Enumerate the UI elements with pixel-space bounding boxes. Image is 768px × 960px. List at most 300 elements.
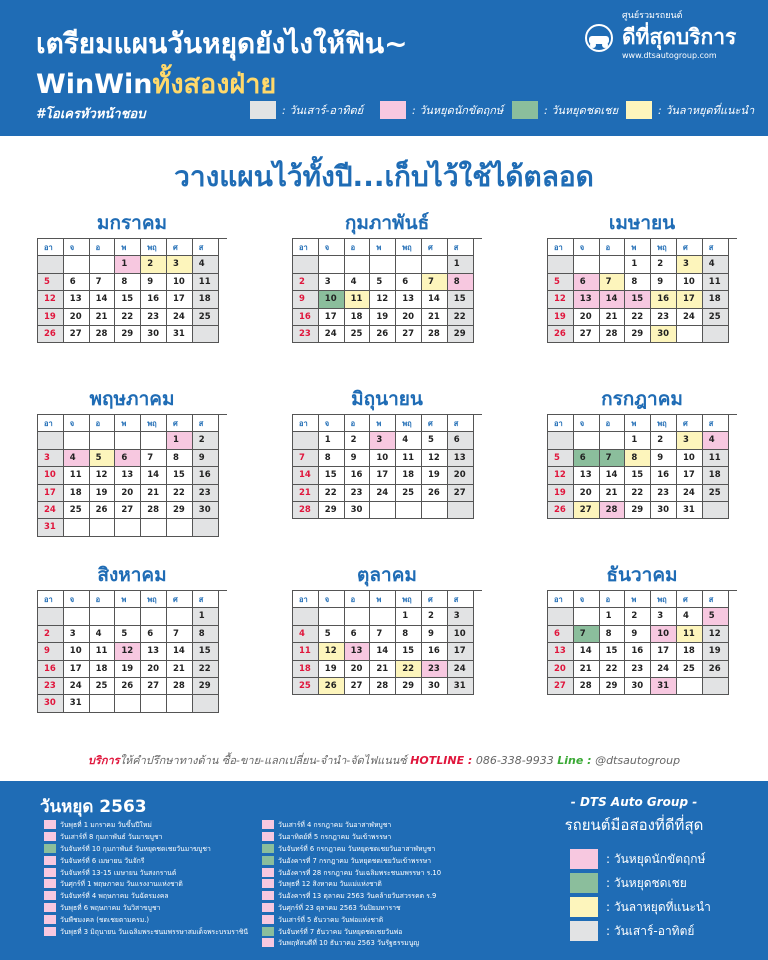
day-cell: 18 (64, 485, 90, 502)
day-cell: 9 (141, 274, 167, 291)
month-grid (547, 414, 737, 519)
day-cell: 27 (574, 502, 600, 519)
weekday-header: อา (38, 239, 64, 256)
weekday-header: ส (703, 239, 729, 256)
month-grid (37, 414, 227, 537)
day-cell: 23 (38, 678, 64, 695)
day-cell: 27 (396, 326, 422, 343)
day-cell: 8 (319, 450, 345, 467)
day-cell: 21 (90, 309, 116, 326)
day-cell: 20 (345, 661, 371, 678)
holiday-text: วันพุธที่ 3 มิถุนายน วันเฉลิมพระชนมพรรษาสมเด็จพระบรมราชินี (60, 927, 249, 936)
empty-cell (396, 502, 422, 519)
day-cell: 12 (319, 643, 345, 660)
day-cell: 29 (600, 678, 626, 695)
holiday-text: วันพฤหัสบดีที่ 10 ธันวาคม 2563 วันรัฐธรรมนูญ (278, 939, 420, 948)
empty-cell (90, 432, 116, 449)
day-cell: 17 (167, 291, 193, 308)
day-cell: 1 (193, 608, 219, 625)
day-cell: 19 (90, 485, 116, 502)
legend-label: : วันเสาร์-อาทิตย์ (282, 104, 364, 117)
holiday-swatch (44, 927, 56, 936)
day-cell: 23 (651, 309, 677, 326)
month-name: ตุลาคม (357, 564, 417, 586)
day-cell: 31 (167, 326, 193, 343)
day-cell: 23 (293, 326, 319, 343)
day-cell: 22 (396, 661, 422, 678)
day-cell: 16 (141, 291, 167, 308)
day-cell: 10 (167, 274, 193, 291)
day-cell: 3 (38, 450, 64, 467)
hotline-label: HOTLINE : (410, 754, 473, 767)
empty-cell (677, 678, 703, 695)
day-cell: 10 (448, 626, 474, 643)
day-cell: 4 (293, 626, 319, 643)
day-cell: 19 (548, 485, 574, 502)
day-cell: 3 (167, 256, 193, 273)
holiday-swatch (262, 903, 274, 912)
day-cell: 6 (115, 450, 141, 467)
empty-cell (115, 608, 141, 625)
holiday-list-item (262, 854, 478, 866)
holiday-list-item (44, 831, 260, 843)
day-cell: 22 (193, 661, 219, 678)
day-cell: 1 (448, 256, 474, 273)
day-cell: 24 (448, 661, 474, 678)
day-cell: 1 (600, 608, 626, 625)
month-calendar (547, 560, 737, 695)
month-grid (292, 414, 482, 519)
day-cell: 18 (293, 661, 319, 678)
legend-swatch (570, 873, 598, 893)
day-cell: 5 (703, 608, 729, 625)
day-cell: 31 (677, 502, 703, 519)
day-cell: 9 (345, 450, 371, 467)
day-cell: 5 (422, 432, 448, 449)
empty-cell (574, 608, 600, 625)
empty-cell (64, 256, 90, 273)
day-cell: 27 (141, 678, 167, 695)
holiday-swatch (262, 927, 274, 936)
day-cell: 29 (396, 678, 422, 695)
holiday-swatch (44, 844, 56, 853)
empty-cell (38, 608, 64, 625)
empty-cell (38, 256, 64, 273)
car-icon (582, 22, 616, 62)
day-cell: 13 (345, 643, 371, 660)
day-cell: 5 (370, 274, 396, 291)
day-cell: 20 (64, 309, 90, 326)
footer-legend-item (570, 871, 711, 895)
day-cell: 17 (319, 309, 345, 326)
day-cell: 19 (422, 467, 448, 484)
day-cell: 3 (370, 432, 396, 449)
day-cell: 15 (625, 467, 651, 484)
day-cell: 22 (625, 485, 651, 502)
line-id: @dtsautogroup (591, 754, 681, 767)
day-cell: 22 (600, 661, 626, 678)
weekday-header: ศ (422, 415, 448, 432)
day-cell: 3 (651, 608, 677, 625)
holiday-text: วันเสาร์ที่ 4 กรกฎาคม วันอาสาฬหบูชา (278, 821, 392, 830)
holiday-list-item (262, 925, 478, 937)
day-cell: 13 (64, 291, 90, 308)
day-cell: 21 (370, 661, 396, 678)
empty-cell (703, 678, 729, 695)
month-calendar (37, 560, 227, 713)
holiday-text: วันอังคารที่ 28 กรกฎาคม วันเฉลิมพระชนมพรรษา ร.10 (278, 868, 442, 877)
day-cell: 27 (115, 502, 141, 519)
holiday-swatch (44, 915, 56, 924)
day-cell: 25 (345, 326, 371, 343)
day-cell: 15 (600, 643, 626, 660)
day-cell: 17 (677, 467, 703, 484)
legend-swatch (380, 101, 406, 119)
day-cell: 9 (38, 643, 64, 660)
day-cell: 30 (651, 326, 677, 343)
day-cell: 8 (448, 274, 474, 291)
empty-cell (345, 608, 371, 625)
day-cell: 12 (422, 450, 448, 467)
day-cell: 5 (115, 626, 141, 643)
holiday-swatch (262, 844, 274, 853)
day-cell: 8 (396, 626, 422, 643)
weekday-header: อ (600, 415, 626, 432)
weekday-header: ศ (677, 415, 703, 432)
day-cell: 28 (141, 502, 167, 519)
empty-cell (548, 432, 574, 449)
day-cell: 11 (293, 643, 319, 660)
holiday-list-item (262, 843, 478, 855)
empty-cell (293, 432, 319, 449)
day-cell: 5 (90, 450, 116, 467)
holiday-swatch (262, 820, 274, 829)
day-cell: 12 (90, 467, 116, 484)
empty-cell (703, 326, 729, 343)
legend-swatch (570, 921, 598, 941)
empty-cell (370, 502, 396, 519)
empty-cell (115, 695, 141, 712)
legend-label: : วันลาหยุดที่แนะนำ (658, 104, 755, 117)
weekday-header: ส (448, 591, 474, 608)
day-cell: 16 (625, 643, 651, 660)
day-cell: 11 (703, 274, 729, 291)
day-cell: 12 (703, 626, 729, 643)
day-cell: 4 (345, 274, 371, 291)
weekday-header: พฤ (396, 591, 422, 608)
weekday-header: ส (193, 591, 219, 608)
day-cell: 2 (141, 256, 167, 273)
day-cell: 10 (677, 274, 703, 291)
holiday-text: วันจันทร์ที่ 6 เมษายน วันจักรี (60, 856, 145, 865)
holiday-swatch (262, 938, 274, 947)
weekday-header: พ (115, 591, 141, 608)
day-cell: 30 (193, 502, 219, 519)
weekday-header: ศ (167, 239, 193, 256)
day-cell: 20 (574, 309, 600, 326)
day-cell: 18 (396, 467, 422, 484)
day-cell: 12 (548, 291, 574, 308)
empty-cell (115, 519, 141, 536)
main-title: เตรียมแผนวันหยุดยังไงให้ฟิน~ (36, 27, 408, 60)
day-cell: 6 (396, 274, 422, 291)
empty-cell (167, 695, 193, 712)
empty-cell (115, 432, 141, 449)
day-cell: 24 (677, 485, 703, 502)
empty-cell (319, 256, 345, 273)
day-cell: 31 (38, 519, 64, 536)
day-cell: 14 (600, 467, 626, 484)
day-cell: 26 (548, 502, 574, 519)
day-cell: 4 (193, 256, 219, 273)
day-cell: 21 (600, 485, 626, 502)
subtitle (36, 62, 276, 105)
weekday-header: ส (703, 591, 729, 608)
day-cell: 22 (167, 485, 193, 502)
day-cell: 4 (677, 608, 703, 625)
day-cell: 12 (370, 291, 396, 308)
empty-cell (319, 608, 345, 625)
holiday-text: วันศุกร์ที่ 23 ตุลาคม 2563 วันปิยมหาราช (278, 903, 401, 912)
holiday-list-item (44, 854, 260, 866)
day-cell: 25 (703, 485, 729, 502)
day-cell: 23 (141, 309, 167, 326)
day-cell: 29 (448, 326, 474, 343)
month-grid (547, 238, 737, 343)
day-cell: 20 (548, 661, 574, 678)
day-cell: 19 (319, 661, 345, 678)
weekday-header: อ (345, 591, 371, 608)
day-cell: 11 (193, 274, 219, 291)
day-cell: 5 (38, 274, 64, 291)
day-cell: 29 (319, 502, 345, 519)
day-cell: 1 (319, 432, 345, 449)
holiday-text: วันพืชมงคล (ชดเชยตามครม.) (60, 915, 150, 924)
day-cell: 15 (625, 291, 651, 308)
holiday-list-item (262, 890, 478, 902)
day-cell: 14 (574, 643, 600, 660)
day-cell: 15 (115, 291, 141, 308)
day-cell: 12 (115, 643, 141, 660)
weekday-header: พ (625, 239, 651, 256)
day-cell: 22 (625, 309, 651, 326)
empty-cell (448, 502, 474, 519)
day-cell: 26 (548, 326, 574, 343)
day-cell: 17 (38, 485, 64, 502)
day-cell: 15 (319, 467, 345, 484)
day-cell: 29 (115, 326, 141, 343)
day-cell: 16 (193, 467, 219, 484)
weekday-header: ส (193, 239, 219, 256)
empty-cell (422, 256, 448, 273)
day-cell: 19 (370, 309, 396, 326)
day-cell: 27 (574, 326, 600, 343)
day-cell: 12 (548, 467, 574, 484)
holiday-list-item (262, 866, 478, 878)
month-name: กรกฎาคม (601, 388, 683, 410)
legend-swatch (512, 101, 538, 119)
day-cell: 18 (703, 291, 729, 308)
month-name: สิงหาคม (97, 564, 167, 586)
day-cell: 31 (651, 678, 677, 695)
weekday-header: อ (345, 415, 371, 432)
month-grid (37, 590, 227, 713)
day-cell: 6 (64, 274, 90, 291)
day-cell: 25 (677, 661, 703, 678)
day-cell: 26 (422, 485, 448, 502)
day-cell: 20 (396, 309, 422, 326)
holiday-text: วันพุธที่ 1 มกราคม วันขึ้นปีใหม่ (60, 821, 152, 830)
company-logo (582, 8, 752, 68)
holiday-list-item (44, 843, 260, 855)
month-name: มกราคม (96, 212, 168, 234)
day-cell: 7 (574, 626, 600, 643)
day-cell: 24 (677, 309, 703, 326)
day-cell: 10 (370, 450, 396, 467)
footer-legend-item (570, 919, 711, 943)
weekday-header: พฤ (396, 415, 422, 432)
weekday-header: อา (293, 239, 319, 256)
day-cell: 27 (448, 485, 474, 502)
day-cell: 28 (422, 326, 448, 343)
day-cell: 30 (345, 502, 371, 519)
day-cell: 23 (422, 661, 448, 678)
weekday-header: จ (574, 591, 600, 608)
holiday-text: วันอังคารที่ 13 ตุลาคม 2563 วันคล้ายวันสวรรคต ร.9 (278, 892, 437, 901)
day-cell: 13 (141, 643, 167, 660)
empty-cell (141, 432, 167, 449)
day-cell: 31 (448, 678, 474, 695)
day-cell: 10 (651, 626, 677, 643)
weekday-header: อา (548, 591, 574, 608)
footer-legend-item (570, 847, 711, 871)
holiday-swatch (44, 868, 56, 877)
day-cell: 25 (396, 485, 422, 502)
day-cell: 16 (38, 661, 64, 678)
month-calendar (37, 384, 227, 537)
brand-block (524, 795, 744, 837)
day-cell: 2 (651, 256, 677, 273)
weekday-header: พ (370, 239, 396, 256)
day-cell: 15 (396, 643, 422, 660)
day-cell: 2 (38, 626, 64, 643)
day-cell: 10 (38, 467, 64, 484)
day-cell: 24 (651, 661, 677, 678)
holiday-list-item (44, 913, 260, 925)
month-calendar (547, 208, 737, 343)
day-cell: 2 (625, 608, 651, 625)
holiday-text: วันจันทร์ที่ 7 ธันวาคม วันหยุดชดเชยวันพ่อ (278, 927, 403, 936)
holiday-swatch (44, 891, 56, 900)
day-cell: 14 (90, 291, 116, 308)
day-cell: 11 (90, 643, 116, 660)
holiday-text: วันศุกร์ที่ 1 พฤษภาคม วันแรงงานแห่งชาติ (60, 880, 183, 889)
day-cell: 21 (574, 661, 600, 678)
weekday-header: พ (370, 591, 396, 608)
weekday-header: พฤ (141, 239, 167, 256)
day-cell: 9 (651, 274, 677, 291)
holiday-swatch (262, 891, 274, 900)
day-cell: 29 (625, 502, 651, 519)
day-cell: 7 (141, 450, 167, 467)
day-cell: 31 (64, 695, 90, 712)
day-cell: 13 (574, 467, 600, 484)
day-cell: 7 (422, 274, 448, 291)
month-calendar (37, 208, 227, 343)
holiday-text: วันจันทร์ที่ 6 กรกฎาคม วันหยุดชดเชยวันอาสาฬหบูชา (278, 844, 436, 853)
day-cell: 28 (600, 326, 626, 343)
day-cell: 3 (677, 432, 703, 449)
empty-cell (64, 432, 90, 449)
day-cell: 27 (64, 326, 90, 343)
holiday-swatch (44, 856, 56, 865)
day-cell: 4 (703, 256, 729, 273)
footer-legend (570, 847, 711, 943)
day-cell: 12 (38, 291, 64, 308)
weekday-header: ส (193, 415, 219, 432)
weekday-header: จ (319, 415, 345, 432)
legend-public-holiday (380, 100, 503, 120)
holiday-list-item (44, 819, 260, 831)
weekday-header: อ (90, 415, 116, 432)
day-cell: 7 (600, 450, 626, 467)
day-cell: 25 (193, 309, 219, 326)
weekday-header: อ (600, 239, 626, 256)
month-grid (37, 238, 227, 343)
empty-cell (548, 256, 574, 273)
day-cell: 7 (600, 274, 626, 291)
holiday-swatch (262, 915, 274, 924)
day-cell: 20 (141, 661, 167, 678)
weekday-header: อ (90, 239, 116, 256)
day-cell: 14 (167, 643, 193, 660)
month-name: ธันวาคม (606, 564, 678, 586)
day-cell: 20 (574, 485, 600, 502)
day-cell: 30 (625, 678, 651, 695)
day-cell: 29 (167, 502, 193, 519)
day-cell: 14 (422, 291, 448, 308)
day-cell: 9 (293, 291, 319, 308)
holiday-text: วันจันทร์ที่ 4 พฤษภาคม วันฉัตรมงคล (60, 892, 169, 901)
day-cell: 18 (677, 643, 703, 660)
day-cell: 6 (548, 626, 574, 643)
legend-substitution (512, 100, 618, 120)
day-cell: 26 (90, 502, 116, 519)
subtitle-both-sides: ทั้งสองฝ่าย (152, 69, 277, 100)
day-cell: 16 (651, 467, 677, 484)
legend-swatch (570, 897, 598, 917)
weekday-header: ศ (422, 591, 448, 608)
empty-cell (293, 608, 319, 625)
day-cell: 8 (600, 626, 626, 643)
legend-suggested-leave (626, 100, 754, 120)
day-cell: 14 (600, 291, 626, 308)
day-cell: 2 (651, 432, 677, 449)
day-cell: 6 (574, 274, 600, 291)
weekday-header: จ (574, 239, 600, 256)
weekday-header: ศ (677, 591, 703, 608)
day-cell: 18 (345, 309, 371, 326)
day-cell: 28 (293, 502, 319, 519)
day-cell: 30 (422, 678, 448, 695)
day-cell: 25 (64, 502, 90, 519)
day-cell: 24 (319, 326, 345, 343)
empty-cell (141, 608, 167, 625)
holiday-list-item (44, 890, 260, 902)
holiday-text: วันพุธที่ 12 สิงหาคม วันแม่แห่งชาติ (278, 880, 382, 889)
day-cell: 17 (370, 467, 396, 484)
logo-name: ดีที่สุดบริการ (622, 25, 737, 49)
